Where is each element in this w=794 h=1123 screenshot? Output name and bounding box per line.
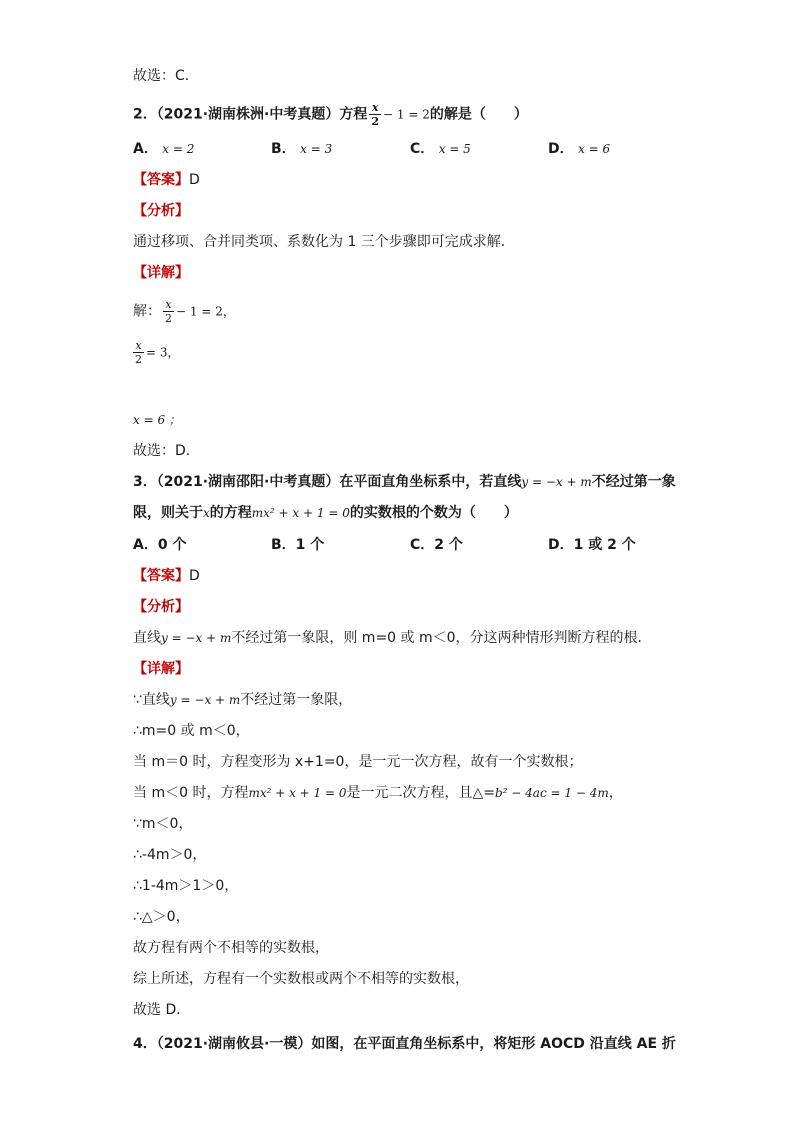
q2-stem-post: 的解是（ ）	[429, 106, 528, 123]
q2-source: （2021·湖南株洲·中考真题）	[156, 106, 340, 123]
q3-option-d: D．1 或 2 个	[548, 537, 636, 553]
q3-detail-3: 当 m＝0 时，方程变形为 x+1=0，是一元一次方程，故有一个实数根；	[133, 754, 583, 770]
q2-step2: $\frac{x}{2}$ = 3，	[135, 339, 180, 366]
q3-quad-expr: mx² + x + 1 = 0	[251, 506, 350, 520]
q2-detail-tag: 【详解】	[133, 265, 189, 281]
q2-fraction: $\frac{x}{2}$	[371, 101, 380, 128]
q2-option-d: D． x = 6	[548, 141, 611, 157]
q2-conclusion: 故选：D．	[133, 443, 200, 459]
q2-option-b: B． x = 3	[271, 141, 333, 157]
q3-detail-9: 故方程有两个不相等的实数根，	[133, 940, 329, 956]
q3-option-a: A．0 个	[133, 537, 187, 553]
q4-stem: 4．（2021·湖南攸县·一模）如图，在平面直角坐标系中，将矩形 AOCD 沿直线 AE 折	[133, 1036, 676, 1052]
q3-detail-10: 综上所述，方程有一个实数根或两个不相等的实数根，	[133, 971, 469, 987]
q2-answer: 【答案】D	[133, 172, 200, 188]
q2-step1: 解： $\frac{x}{2}$ − 1 = 2，	[133, 298, 235, 325]
q3-stem-line2: 限，则关于x的方程mx² + x + 1 = 0的实数根的个数为（ ）	[133, 505, 518, 521]
q3-detail-11: 故选 D．	[133, 1002, 191, 1018]
q2-option-c: C． x = 5	[410, 141, 471, 157]
q2-analysis: 通过移项、合并同类项、系数化为 1 三个步骤即可完成求解．	[133, 234, 515, 250]
q2-option-a: A． x = 2	[133, 141, 195, 157]
q2-analysis-tag: 【分析】	[133, 203, 189, 219]
q3-analysis: 直线y = −x + m不经过第一象限，则 m=0 或 m＜0，分这两种情形判断方程的根．	[133, 630, 652, 646]
q3-detail-4: 当 m＜0 时，方程mx² + x + 1 = 0是一元二次方程，且△=b² − 4ac = 1 − 4m，	[133, 785, 623, 801]
q3-line-expr: y = −x + m	[521, 475, 592, 489]
q2-step3: x = 6 ；	[133, 413, 181, 427]
q3-option-c: C．2 个	[410, 537, 463, 553]
q3-stem-line1: 3．（2021·湖南邵阳·中考真题）在平面直角坐标系中，若直线y = −x + m不经过第一象	[133, 474, 676, 490]
q3-detail-7: ∴1-4m＞1＞0，	[133, 878, 239, 894]
q2-stem-pre: 方程	[339, 106, 368, 123]
q3-option-b: B．1 个	[271, 537, 325, 553]
q3-detail-6: ∴-4m＞0，	[133, 847, 207, 863]
q1-conclusion: 故选：C．	[133, 68, 199, 84]
q2-stem	[133, 101, 528, 128]
q3-analysis-tag: 【分析】	[133, 599, 189, 615]
q3-detail-tag: 【详解】	[133, 661, 189, 677]
q2-number: 2．	[133, 106, 157, 123]
q3-detail-5: ∵m＜0，	[133, 816, 193, 832]
q3-detail-2: ∴m=0 或 m＜0，	[133, 723, 250, 739]
q3-detail-8: ∴△＞0，	[133, 909, 190, 925]
q3-detail-1: ∵直线y = −x + m不经过第一象限，	[133, 692, 353, 708]
q2-eq-rest: − 1 = 2	[383, 107, 430, 122]
q3-answer: 【答案】D	[133, 568, 200, 584]
